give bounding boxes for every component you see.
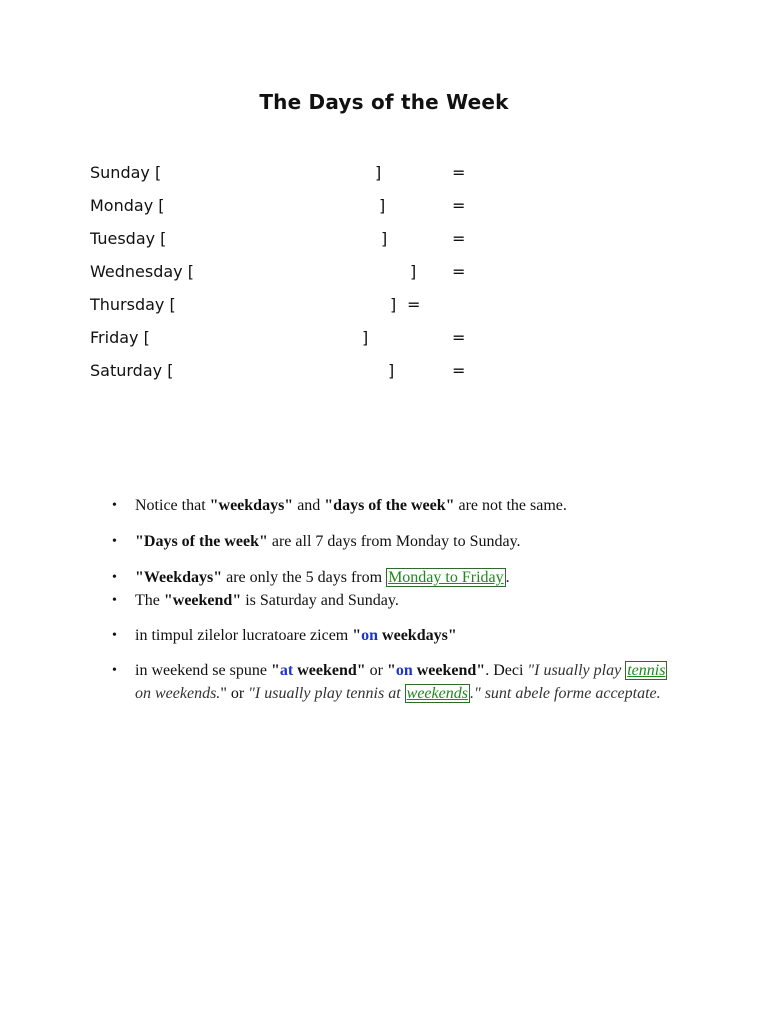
note-bold: "weekend" [163,592,242,609]
bracket-close: ] [375,163,382,182]
note-text-span: . Deci [485,662,528,679]
note-bold: "days of the week" [324,497,455,514]
monday-to-friday-link[interactable]: Monday to Friday [388,569,504,586]
bullet-icon: • [112,570,117,585]
note-highlight: on [395,662,413,679]
note-highlight: at [279,662,294,679]
note-text-span: are only the 5 days from [222,569,387,586]
note-text-span: or [365,662,387,679]
note-bold: weekend" [412,662,486,679]
weekends-link[interactable]: weekends [406,685,468,702]
note-text [135,589,680,612]
equals-sign: = [452,262,466,281]
day-row-tuesday [90,229,690,253]
note-bold: " [386,662,396,679]
bullet-icon: • [112,663,117,678]
note-text-span: The [135,592,164,609]
day-row-wednesday [90,262,690,286]
equals-sign: = [452,361,466,380]
bracket-close: ] [362,328,369,347]
note-bold: "weekdays" [209,497,294,514]
note-italic: "I usually play tennis at [248,685,405,702]
day-row-saturday [90,361,690,385]
tennis-link[interactable]: tennis [627,662,666,679]
day-label: Monday [ [90,196,165,215]
note-text-span: are not the same. [454,497,567,514]
note-text-span: Notice that [135,497,210,514]
note-bold: " [270,662,280,679]
note-text [135,566,680,589]
note-text-span: " [220,685,227,702]
note-bold: weekend" [293,662,366,679]
note-text-span: in timpul zilelor lucratoare zicem [135,627,353,644]
note-text-span: is Saturday and Sunday. [241,592,399,609]
note-text-span: and [293,497,325,514]
bracket-close: ] [379,196,386,215]
page-title: The Days of the Week [259,90,509,114]
note-italic: ." sunt abele forme acceptate. [469,685,661,702]
note-text-span: . [505,569,510,586]
day-label: Wednesday [ [90,262,194,281]
day-label: Friday [ [90,328,150,347]
equals-sign: = [452,163,466,182]
note-bold: "Days of the week" [135,533,268,550]
bullet-icon: • [112,593,117,608]
note-text [135,624,680,647]
equals-sign: = [407,295,421,314]
bracket-close: ] [390,295,397,314]
day-label: Saturday [ [90,361,174,380]
note-bold: " [352,627,362,644]
bracket-close: ] [388,361,395,380]
bracket-close: ] [381,229,388,248]
day-label: Sunday [ [90,163,162,182]
note-bold: weekdays" [378,627,457,644]
note-text-span: are all 7 days from Monday to Sunday. [267,533,521,550]
day-label: Thursday [ [90,295,176,314]
day-row-monday [90,196,690,220]
equals-sign: = [452,196,466,215]
equals-sign: = [452,229,466,248]
note-bold: "Weekdays" [135,569,223,586]
day-row-sunday [90,163,690,187]
note-text [135,530,680,553]
note-text-span: in weekend se spune [135,662,271,679]
bullet-icon: • [112,534,117,549]
note-italic: on weekends. [135,685,221,702]
bracket-close: ] [410,262,417,281]
note-text [135,659,680,705]
note-highlight: on [361,627,379,644]
note-italic: "I usually play [527,662,626,679]
note-text [135,494,680,517]
bullet-icon: • [112,628,117,643]
bullet-icon: • [112,498,117,513]
equals-sign: = [452,328,466,347]
day-row-thursday [90,295,690,319]
note-text-span: or [226,685,249,702]
day-label: Tuesday [ [90,229,167,248]
day-row-friday [90,328,690,352]
